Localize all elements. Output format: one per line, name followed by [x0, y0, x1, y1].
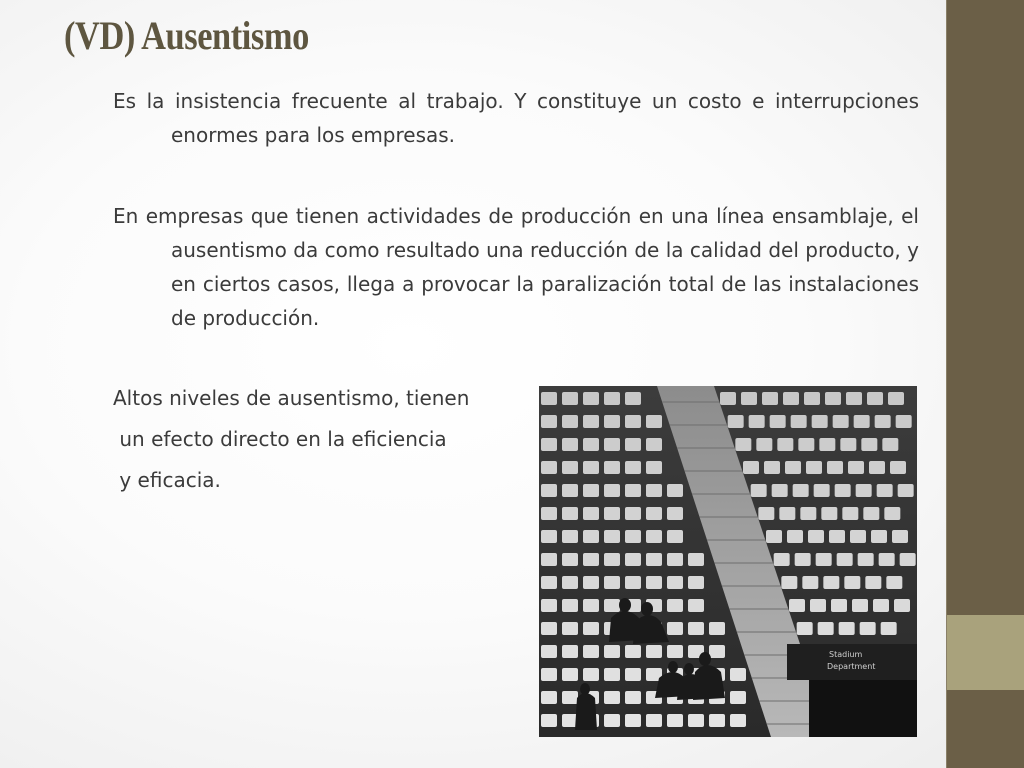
stadium-photo	[539, 386, 917, 737]
sign-line-1: Stadium	[829, 650, 863, 659]
paragraph-efficiency-line-2: un efecto directo en la eficiencia	[113, 427, 447, 451]
paragraph-efficiency-line-3: y eficacia.	[113, 468, 221, 492]
sign-line-2: Department	[827, 662, 876, 671]
paragraph-definition: Es la insistencia frecuente al trabajo. Y constituye un costo e interrupciones enormes para los empresas.	[113, 89, 919, 147]
slide-title: (VD) Ausentismo	[64, 13, 309, 58]
paragraph-production-impact: En empresas que tienen actividades de producción en una línea ensamblaje, el ausentismo da como resultado una reducción de la calidad del producto, y en ciertos casos, llega a provocar la paralización total de las instalaciones de producción.	[113, 204, 919, 330]
sidebar-accent-block	[947, 615, 1024, 690]
paragraph-efficiency-line-1: Altos niveles de ausentismo, tienen	[113, 386, 470, 410]
